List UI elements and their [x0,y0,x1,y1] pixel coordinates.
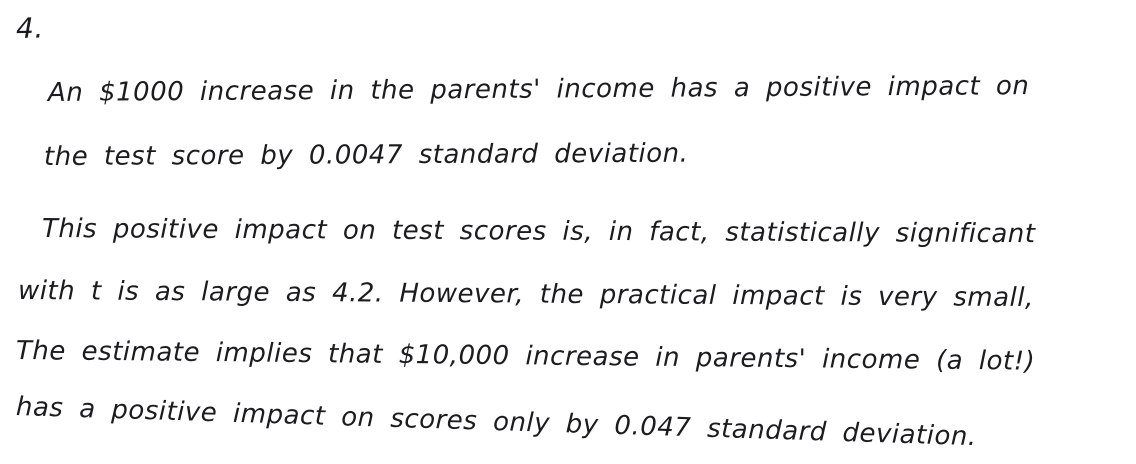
handwritten-line-5: The estimate implies that $10,000 increase in parents' income (a lot!) [15,336,1036,377]
handwritten-line-1: An $1000 increase in the parents' income has a positive impact on [47,71,1030,108]
handwritten-line-3: This positive impact on test scores is, in fact, statistically significant [41,214,1036,250]
item-number: 4. [15,11,45,45]
handwritten-line-4: with t is as large as 4.2. However, the practical impact is very small, [17,276,1034,314]
handwritten-line-2: the test score by 0.0047 standard deviation. [43,138,689,172]
handwritten-line-6: has a positive impact on scores only by 0.047 standard deviation. [15,392,978,453]
